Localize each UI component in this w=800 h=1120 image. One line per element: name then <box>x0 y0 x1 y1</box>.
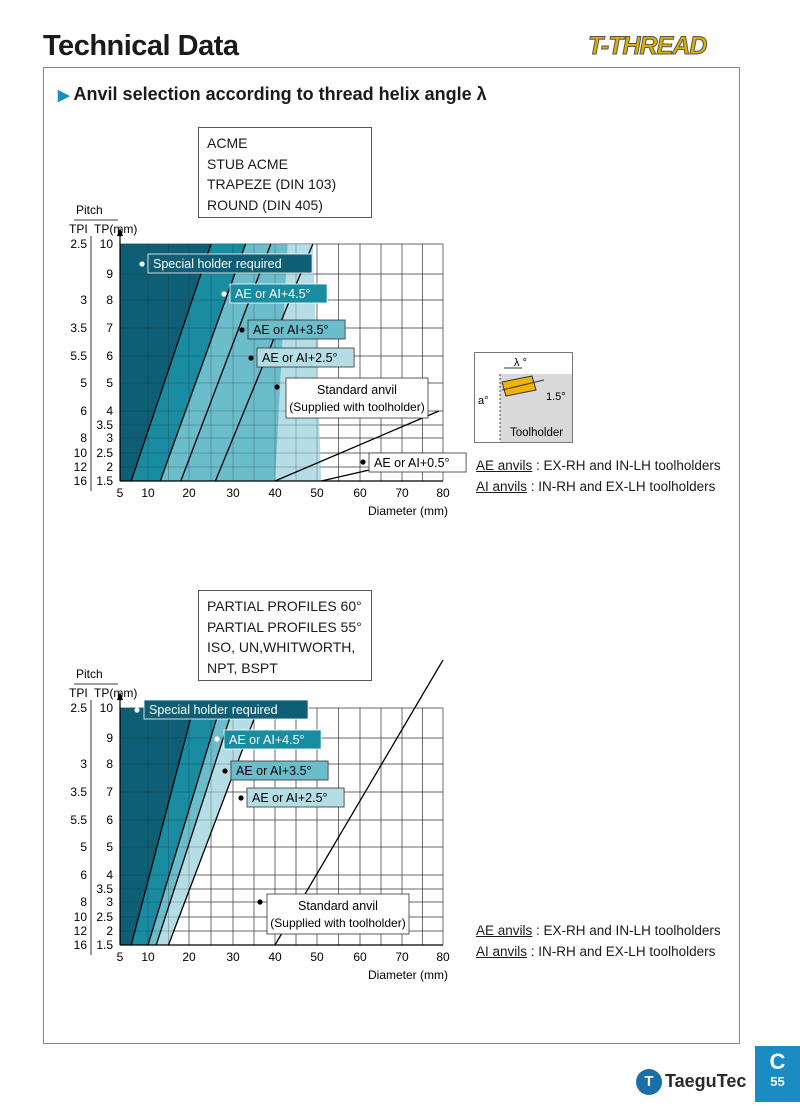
tpi-tick-label: 16 <box>73 938 87 952</box>
profile-item: NPT, BSPT <box>207 659 278 676</box>
tpi-tick-label: 5 <box>80 376 87 390</box>
ae-text: : EX-RH and IN-LH toolholders <box>532 458 721 473</box>
tpi-header: TPI <box>69 686 88 700</box>
zone-label: AE or AI+4.5° <box>229 733 305 747</box>
t-thread-logo: T-THREAD <box>588 32 707 60</box>
taegutec-logo-icon: T <box>636 1069 662 1095</box>
tpi-header: TPI <box>69 222 88 236</box>
x-tick-label: 10 <box>141 486 155 500</box>
anvil-chart-1 <box>60 196 470 536</box>
x-tick-label: 40 <box>268 486 282 500</box>
tpi-tick-label: 2.5 <box>70 237 87 251</box>
profile-item: ROUND (DIN 405) <box>207 196 323 213</box>
zone-label: AE or AI+2.5° <box>252 791 328 805</box>
profile-item: STUB ACME <box>207 155 288 172</box>
profile-item: ACME <box>207 135 248 151</box>
y-tick-label: 2 <box>106 924 113 938</box>
anvil-chart-2 <box>60 660 470 1000</box>
zone-label: AE or AI+0.5° <box>374 456 450 470</box>
x-tick-label: 70 <box>395 486 409 500</box>
x-tick-label: 50 <box>310 950 324 964</box>
tpi-tick-label: 3.5 <box>70 785 87 799</box>
pitch-header: Pitch <box>76 203 103 217</box>
profile-item: PARTIAL PROFILES 55° <box>207 618 362 635</box>
standard-anvil-note: (Supplied with toolholder) <box>270 916 406 930</box>
zone-label: Special holder required <box>149 703 278 717</box>
y-tick-label: 4 <box>106 868 113 882</box>
tpi-tick-label: 5.5 <box>70 813 87 827</box>
page-title: Technical Data <box>43 30 239 62</box>
zone-marker <box>248 355 253 360</box>
x-tick-label: 40 <box>268 950 282 964</box>
y-tick-label: 2.5 <box>96 910 113 924</box>
x-tick-label: 20 <box>182 486 196 500</box>
tpi-tick-label: 8 <box>80 895 87 909</box>
y-tick-label: 2 <box>106 460 113 474</box>
zone-marker <box>221 291 226 296</box>
x-tick-label: 5 <box>116 486 124 500</box>
zone-marker <box>274 384 279 389</box>
ae-text: : EX-RH and IN-LH toolholders <box>532 923 721 938</box>
pitch-header: Pitch <box>76 667 103 681</box>
y-tick-label: 6 <box>106 349 113 363</box>
zone-label: Special holder required <box>153 257 282 271</box>
y-tick-label: 1.5 <box>96 938 113 952</box>
zone-marker <box>360 459 365 464</box>
y-tick-label: 3 <box>106 895 113 909</box>
section-title <box>58 84 487 105</box>
alpha-label: a° <box>478 395 489 407</box>
page-letter: C <box>769 1049 786 1074</box>
angle-label: 1.5° <box>546 391 566 403</box>
ai-term: AI anvils <box>476 944 528 959</box>
tp-header: TP(mm) <box>94 222 138 236</box>
y-tick-label: 5 <box>106 376 113 390</box>
y-tick-label: 4 <box>106 404 113 418</box>
zone-label: AE or AI+4.5° <box>235 287 311 301</box>
x-tick-label: 50 <box>310 486 324 500</box>
y-tick-label: 1.5 <box>96 474 113 488</box>
section-title-text: Anvil selection according to thread helix angle λ <box>73 84 487 104</box>
y-tick-label: 3.5 <box>96 418 113 432</box>
tpi-tick-label: 12 <box>73 924 87 938</box>
x-tick-label: 30 <box>226 950 240 964</box>
x-tick-label: 20 <box>182 950 196 964</box>
zone-marker <box>239 327 244 332</box>
x-tick-label: 60 <box>353 950 367 964</box>
y-tick-label: 3 <box>106 431 113 445</box>
x-tick-label: 70 <box>395 950 409 964</box>
y-tick-label: 3.5 <box>96 882 113 896</box>
brand-name: TaeguTec <box>665 1070 747 1091</box>
zone-marker <box>139 261 144 266</box>
profile-item: PARTIAL PROFILES 60° <box>207 598 362 614</box>
standard-anvil-label: Standard anvil <box>298 899 378 913</box>
tpi-tick-label: 3 <box>80 757 87 771</box>
brand-logo <box>636 1069 746 1095</box>
standard-anvil-label: Standard anvil <box>317 383 397 397</box>
tpi-tick-label: 3 <box>80 293 87 307</box>
standard-anvil-note: (Supplied with toolholder) <box>289 400 425 414</box>
x-tick-label: 30 <box>226 486 240 500</box>
profile-item: ISO, UN,WHITWORTH, <box>207 639 356 655</box>
y-tick-label: 6 <box>106 813 113 827</box>
x-axis-label: Diameter (mm) <box>368 968 448 982</box>
toolholder-diagram <box>474 352 574 444</box>
profile-item: TRAPEZE (DIN 103) <box>207 176 337 192</box>
y-tick-label: 10 <box>99 701 113 715</box>
x-tick-label: 10 <box>141 950 155 964</box>
x-tick-label: 60 <box>353 486 367 500</box>
y-tick-label: 2.5 <box>96 446 113 460</box>
tpi-tick-label: 12 <box>73 460 87 474</box>
ae-term: AE anvils <box>476 458 533 473</box>
legend-2 <box>476 920 721 962</box>
tpi-tick-label: 5 <box>80 840 87 854</box>
zone-marker <box>238 795 243 800</box>
tpi-tick-label: 6 <box>80 868 87 882</box>
y-tick-label: 10 <box>99 237 113 251</box>
page-number: 55 <box>770 1074 785 1089</box>
tpi-tick-label: 3.5 <box>70 321 87 335</box>
toolholder-label: Toolholder <box>510 427 564 439</box>
tpi-tick-label: 10 <box>73 910 87 924</box>
tpi-tick-label: 2.5 <box>70 701 87 715</box>
zone-label: AE or AI+2.5° <box>262 351 338 365</box>
y-tick-label: 8 <box>106 757 113 771</box>
y-tick-label: 9 <box>106 267 113 281</box>
y-tick-label: 9 <box>106 731 113 745</box>
page-tab <box>755 1046 800 1102</box>
tpi-tick-label: 8 <box>80 431 87 445</box>
triangle-bullet-icon: ▶ <box>58 87 70 104</box>
tpi-tick-label: 5.5 <box>70 349 87 363</box>
tp-header: TP(mm) <box>94 686 138 700</box>
tpi-tick-label: 10 <box>73 446 87 460</box>
x-tick-label: 5 <box>116 950 124 964</box>
x-axis-label: Diameter (mm) <box>368 504 448 518</box>
zone-marker <box>214 736 219 741</box>
zone-marker <box>222 768 227 773</box>
zone-label: AE or AI+3.5° <box>236 764 312 778</box>
zone-marker <box>134 707 139 712</box>
y-tick-label: 7 <box>106 785 113 799</box>
lambda-label: λ ° <box>514 357 527 369</box>
ai-term: AI anvils <box>476 479 528 494</box>
x-tick-label: 80 <box>436 486 450 500</box>
tpi-tick-label: 16 <box>73 474 87 488</box>
zone-label: AE or AI+3.5° <box>253 323 329 337</box>
ai-text: : IN-RH and EX-LH toolholders <box>527 944 716 959</box>
ae-term: AE anvils <box>476 923 533 938</box>
ai-text: : IN-RH and EX-LH toolholders <box>527 479 716 494</box>
tpi-tick-label: 6 <box>80 404 87 418</box>
x-tick-label: 80 <box>436 950 450 964</box>
zone-marker <box>257 899 262 904</box>
y-tick-label: 5 <box>106 840 113 854</box>
y-tick-label: 7 <box>106 321 113 335</box>
legend-1 <box>476 455 721 497</box>
y-tick-label: 8 <box>106 293 113 307</box>
